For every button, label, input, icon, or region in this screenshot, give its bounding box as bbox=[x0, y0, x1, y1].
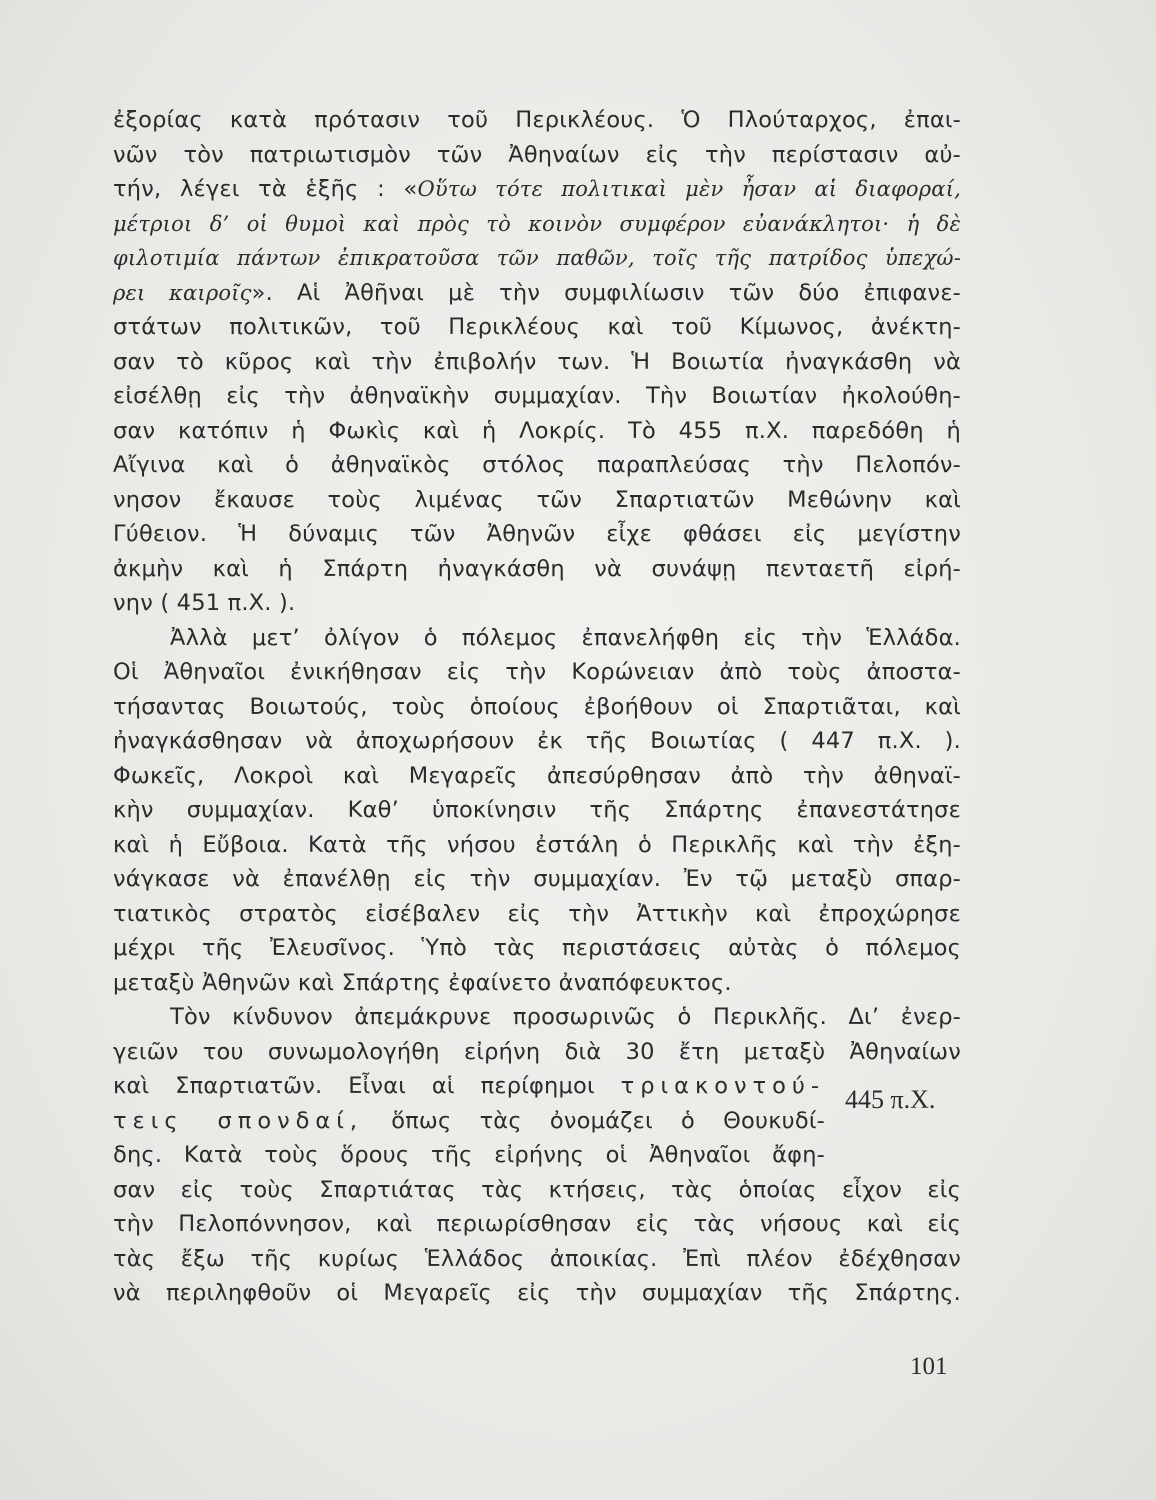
text-line: Αἴγινα καὶ ὁ ἀθηναϊκὸς στόλος παραπλεύσας τὴν Πελοπόν- bbox=[113, 452, 961, 478]
text-line: καὶ ἡ Εὔβοια. Κατὰ τῆς νήσου ἐστάλη ὁ Περικλῆς καὶ τὴν ἐξη- bbox=[113, 831, 961, 858]
text-line: Φωκεῖς, Λοκροὶ καὶ Μεγαρεῖς ἀπεσύρθησαν ἀπὸ τὴν ἀθηναϊ- bbox=[113, 762, 961, 789]
text-line bbox=[113, 1104, 825, 1139]
text-line: νην ( 451 π.Χ. ). bbox=[113, 590, 296, 616]
text-line: ἐξορίας κατὰ πρότασιν τοῦ Περικλέους. Ὁ Πλούταρχος, ἐπαι- bbox=[113, 107, 961, 133]
page-number: 101 bbox=[910, 1353, 948, 1380]
text-line: Γύθειον. Ἡ δύναμις τῶν Ἀθηνῶν εἶχε φθάσει εἰς μεγίστην bbox=[113, 521, 961, 547]
text-line: κὴν συμμαχίαν. Καθ’ ὑποκίνησιν τῆς Σπάρτης ἐπανεστάτησε bbox=[113, 797, 961, 823]
margin-date-note: 445 π.Χ. bbox=[845, 1085, 936, 1114]
plutarch-quote: φιλοτιμία πάντων ἐπικρατοῦσα τῶν παθῶν, τοῖς τῆς πατρίδος ὑπεχώ- bbox=[113, 246, 961, 270]
text-line: νάγκασε νὰ ἐπανέλθῃ εἰς τὴν συμμαχίαν. Ἐν τῷ μεταξὺ σπαρ- bbox=[113, 866, 961, 892]
text-line: ἀκμὴν καὶ ἡ Σπάρτη ἠναγκάσθη νὰ συνάψῃ πενταετῆ εἰρή- bbox=[113, 555, 961, 582]
text-line: τήσαντας Βοιωτούς, τοὺς ὁποίους ἐβοήθουν οἱ Σπαρτιᾶται, καὶ bbox=[113, 693, 961, 720]
text-line: σαν τὸ κῦρος καὶ τὴν ἐπιβολήν των. Ἡ Βοιωτία ἠναγκάσθη νὰ bbox=[113, 348, 961, 375]
body-text bbox=[113, 103, 961, 1311]
text-line: νὰ περιληφθοῦν οἱ Μεγαρεῖς εἰς τὴν συμμαχίαν τῆς Σπάρτης. bbox=[113, 1280, 961, 1306]
text-line: νῶν τὸν πατριωτισμὸν τῶν Ἀθηναίων εἰς τὴν περίστασιν αὐ- bbox=[113, 141, 961, 168]
text-line: νησον ἔκαυσε τοὺς λιμένας τῶν Σπαρτιατῶν Μεθώνην καὶ bbox=[113, 486, 961, 513]
text-line: τὴν Πελοπόννησον, καὶ περιωρίσθησαν εἰς τὰς νήσους καὶ εἰς bbox=[113, 1211, 961, 1237]
plutarch-quote: μέτριοι δ’ οἱ θυμοὶ καὶ πρὸς τὸ κοινὸν συμφέρον εὐανάκλητοι· ἡ δὲ bbox=[113, 211, 961, 236]
text-line: μεταξὺ Ἀθηνῶν καὶ Σπάρτης ἐφαίνετο ἀναπόφευκτος. bbox=[113, 969, 732, 996]
text-line: γειῶν του συνωμολογήθη εἰρήνη διὰ 30 ἔτη μεταξὺ Ἀθηναίων bbox=[113, 1038, 961, 1065]
text-line: τὰς ἔξω τῆς κυρίως Ἑλλάδος ἀποικίας. Ἐπὶ πλέον ἐδέχθησαν bbox=[113, 1245, 961, 1272]
emphasized-term: τριακοντού- bbox=[620, 1073, 825, 1099]
text-segment: ὅπως τὰς ὀνομάζει ὁ Θουκυδί- bbox=[391, 1107, 826, 1134]
text-line: δης. Κατὰ τοὺς ὅρους τῆς εἰρήνης οἱ Ἀθηναῖοι ἄφη- bbox=[113, 1142, 825, 1168]
plutarch-quote: Οὕτω τότε πολιτικαὶ μὲν ἦσαν αἱ διαφοραί, bbox=[417, 177, 961, 201]
text-segment: καὶ Σπαρτιατῶν. Εἶναι αἱ περίφημοι bbox=[113, 1073, 595, 1099]
text-line: σαν κατόπιν ἡ Φωκὶς καὶ ἡ Λοκρίς. Τὸ 455 π.Χ. παρεδόθη ἡ bbox=[113, 417, 961, 444]
text-line: ἠναγκάσθησαν νὰ ἀποχωρήσουν ἐκ τῆς Βοιωτίας ( 447 π.Χ. ). bbox=[113, 728, 961, 754]
text-line bbox=[113, 276, 961, 311]
text-segment: ». Αἱ Ἀθῆναι μὲ τὴν συμφιλίωσιν τῶν δύο ἐπιφανε- bbox=[251, 279, 961, 306]
text-line: Ἀλλὰ μετ’ ὀλίγον ὁ πόλεμος ἐπανελήφθη εἰς τὴν Ἑλλάδα. bbox=[170, 624, 961, 651]
text-line: τιατικὸς στρατὸς εἰσέβαλεν εἰς τὴν Ἀττικὴν καὶ ἐπροχώρησε bbox=[113, 900, 961, 927]
text-line bbox=[113, 1069, 825, 1104]
text-line bbox=[113, 172, 961, 207]
text-line: Οἱ Ἀθηναῖοι ἐνικήθησαν εἰς τὴν Κορώνειαν ἀπὸ τοὺς ἀποστα- bbox=[113, 659, 961, 685]
text-line: σαν εἰς τοὺς Σπαρτιάτας τὰς κτήσεις, τὰς ὁποίας εἶχον εἰς bbox=[113, 1176, 961, 1203]
plutarch-quote: ρει καιροῖς bbox=[113, 280, 252, 305]
text-line: Τὸν κίνδυνον ἀπεμάκρυνε προσωρινῶς ὁ Περικλῆς. Δι’ ἐνερ- bbox=[170, 1004, 961, 1030]
text-line: στάτων πολιτικῶν, τοῦ Περικλέους καὶ τοῦ Κίμωνος, ἀνέκτη- bbox=[113, 314, 961, 340]
text-segment: τήν, λέγει τὰ ἑξῆς : « bbox=[113, 176, 418, 202]
emphasized-term: τεις σπονδαί, bbox=[113, 1107, 364, 1134]
text-line: εἰσέλθῃ εἰς τὴν ἀθηναϊκὴν συμμαχίαν. Τὴν Βοιωτίαν ἠκολούθη- bbox=[113, 383, 961, 409]
text-line: μέχρι τῆς Ἐλευσῖνος. Ὑπὸ τὰς περιστάσεις αὐτὰς ὁ πόλεμος bbox=[113, 935, 961, 961]
